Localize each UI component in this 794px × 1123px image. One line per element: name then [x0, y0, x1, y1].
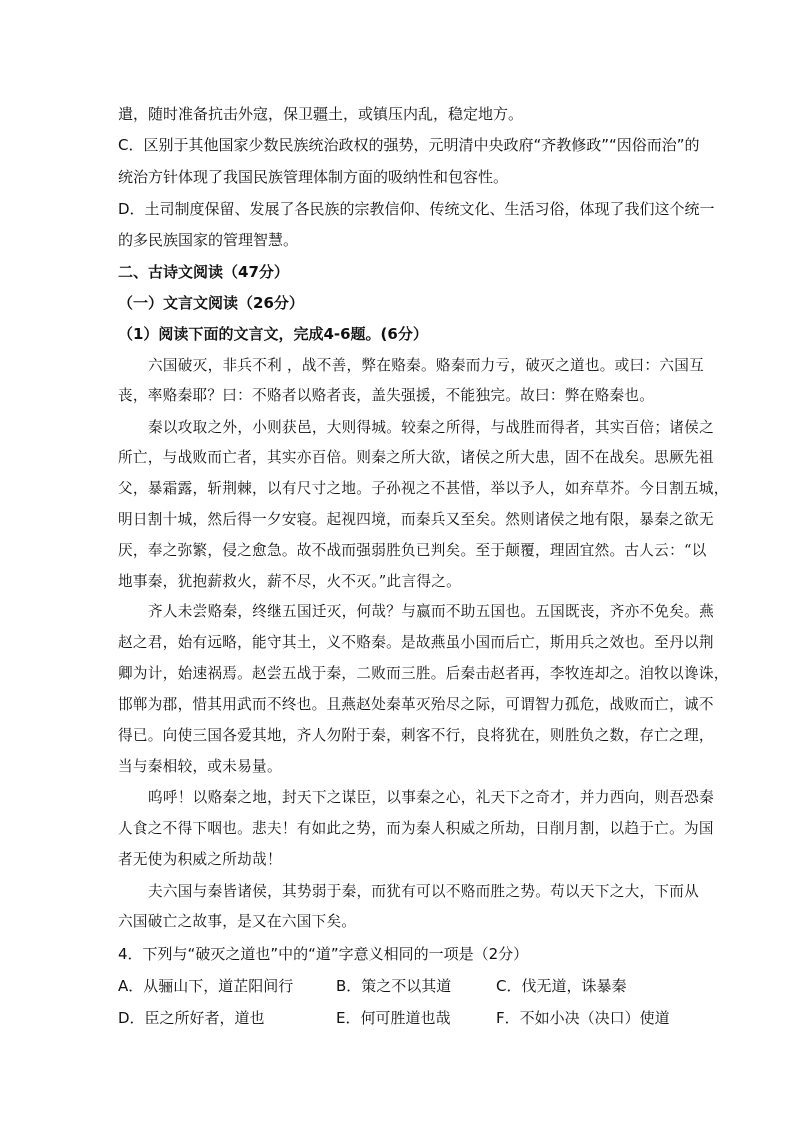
question-4-option-a: A．从骊山下，道芷阳间行: [118, 977, 294, 995]
passage-line: 齐人未尝赂秦，终继五国迁灭，何哉？与嬴而不助五国也。五国既丧，齐亦不免矣。燕: [148, 603, 714, 620]
passage-line: 地事秦，犹抱薪救火，薪不尽，火不灭。”此言得之。: [118, 573, 462, 590]
question-4-option-b: B．策之不以其道: [336, 977, 452, 995]
passage-line: 明日割十城，然后得一夕安寝。起视四境，而秦兵又至矣。然则诸侯之地有限，暴秦之欲无: [118, 511, 714, 528]
passage-line: 丧，率赂秦耶？曰：不赂者以赂者丧，盖失强援，不能独完。故曰：弊在赂秦也。: [118, 387, 655, 404]
passage-line: 秦以攻取之外，小则获邑，大则得城。较秦之所得，与战胜而得者，其实百倍；诸侯之: [148, 419, 714, 436]
passage-line: 所亡，与战败而亡者，其实亦百倍。则秦之所大欲，诸侯之所大患，固不在战矣。思厥先祖: [118, 449, 714, 466]
passage-line: 厌，奉之弥繁，侵之愈急。故不战而强弱胜负已判矣。至于颠覆，理固宜然。古人云：“以: [118, 542, 707, 559]
choice-b-continuation: 遣，随时准备抗击外寇，保卫疆土，或镇压内乱，稳定地方。: [118, 105, 524, 123]
reading-instruction: （1）阅读下面的文言文，完成4-6题。(6分）: [118, 325, 428, 343]
question-4-option-c: C．伐无道，诛暴秦: [496, 977, 627, 995]
question-4-option-d: D．臣之所好者，道也: [118, 1009, 265, 1027]
passage-line: 者无使为积威之所劫哉！: [118, 851, 282, 868]
choice-d-line-1: D．土司制度保留、发展了各民族的宗教信仰、传统文化、生活习俗，体现了我们这个统一: [118, 200, 715, 218]
passage-line: 卿为计，始速祸焉。赵尝五战于秦，二败而三胜。后秦击赵者再，李牧连却之。洎牧以谗诛，: [118, 665, 729, 682]
passage-line: 六国破灭，非兵不利 ，战不善，弊在赂秦。赂秦而力亏，破灭之道也。或曰：六国互: [148, 357, 705, 374]
passage-line: 呜呼！以赂秦之地，封天下之谋臣，以事秦之心，礼天下之奇才，并力西向，则吾恐秦: [148, 789, 714, 806]
passage-line: 赵之君，始有远略，能守其土，义不赂秦。是故燕虽小国而后亡，斯用兵之效也。至丹以荆: [118, 634, 714, 651]
passage-line: 夫六国与秦皆诸侯，其势弱于秦，而犹有可以不赂而胜之势。苟以天下之大，下而从: [148, 883, 700, 900]
section-title: 二、古诗文阅读（47分）: [118, 263, 289, 281]
passage-line: 父，暴霜露，斩荆棘，以有尺寸之地。子孙视之不甚惜，举以予人，如弃草芥。今日割五城，: [118, 480, 729, 497]
choice-c-line-2: 统治方针体现了我国民族管理体制方面的吸纳性和包容性。: [118, 168, 509, 186]
passage-line: 邯郸为郡，惜其用武而不终也。且燕赵处秦革灭殆尽之际，可谓智力孤危，战败而亡，诚不: [118, 696, 714, 713]
question-4-stem: 4．下列与“破灭之道也”中的“道”字意义相同的一项是（2分）: [118, 945, 529, 963]
choice-c-line-1: C．区别于其他国家少数民族统治政权的强势，元明清中央政府“齐教修政”“因俗而治”的: [118, 136, 700, 154]
choice-d-line-2: 的多民族国家的管理智慧。: [118, 231, 299, 249]
passage-line: 人食之不得下咽也。悲夫！有如此之势，而为秦人积威之所劫，日削月割，以趋于亡。为国: [118, 820, 714, 837]
question-4-option-e: E．何可胜道也哉: [336, 1009, 451, 1027]
passage-line: 得已。向使三国各爱其地，齐人勿附于秦，刺客不行，良将犹在，则胜负之数，存亡之理，: [118, 727, 714, 744]
passage-line: 当与秦相较，或未易量。: [118, 758, 282, 775]
section-subtitle: （一）文言文阅读（26分）: [118, 294, 304, 312]
passage-line: 六国破亡之故事，是又在六国下矣。: [118, 913, 357, 930]
question-4-option-f: F．不如小决（决口）使道: [496, 1009, 670, 1027]
